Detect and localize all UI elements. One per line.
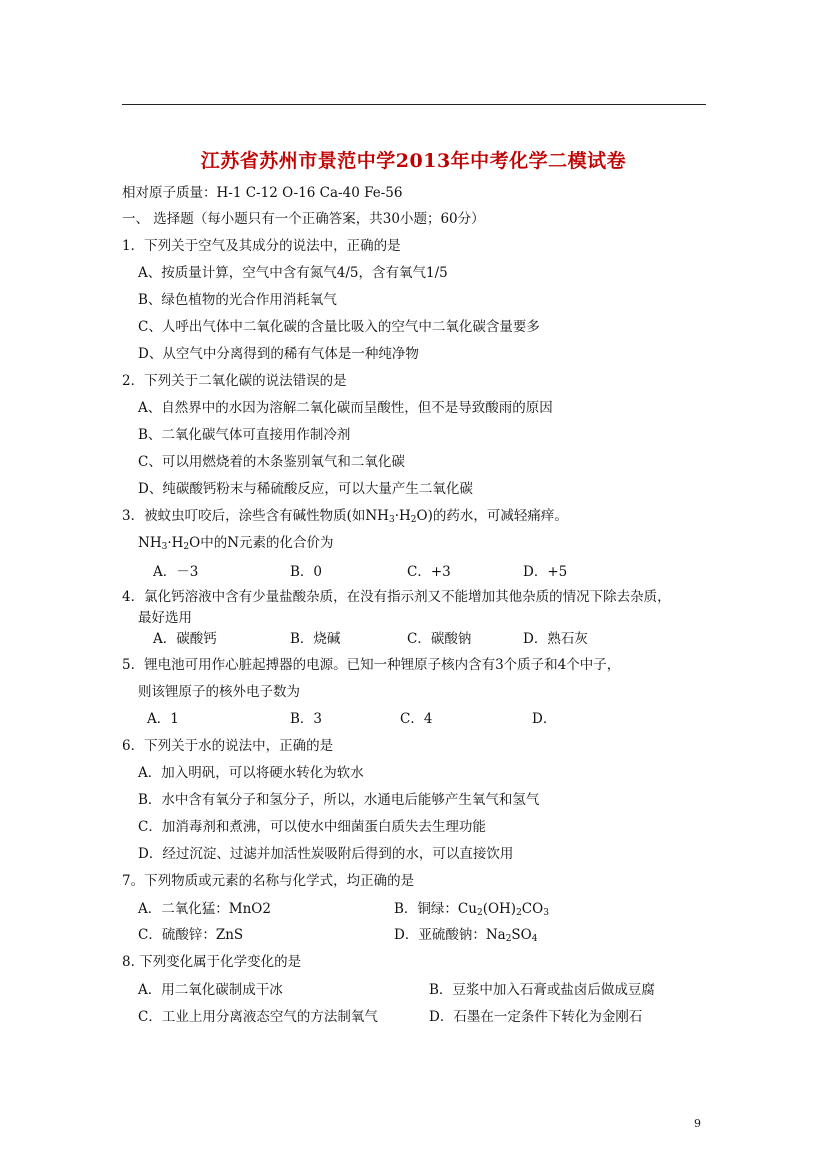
question-4-stem: 4．氯化钙溶液中含有少量盐酸杂质，在没有指示剂又不能增加其他杂质的情况下除去杂质，	[122, 589, 671, 605]
question-5-stem: 5．锂电池可用作心脏起搏器的电源。已知一种锂原子核内含有3个质子和4个中子，	[122, 657, 621, 673]
question-6-stem: 6．下列关于水的说法中，正确的是	[122, 738, 334, 754]
question-1-option-b: B、绿色植物的光合作用消耗氧气	[138, 292, 337, 308]
question-3-option-a: A．－3	[153, 564, 199, 580]
question-5-option-c: C．4	[400, 711, 433, 727]
question-4-option-c: C．碳酸钠	[407, 631, 472, 647]
question-5-stem-line-2: 则该锂原子的核外电子数为	[138, 684, 300, 700]
question-1-stem: 1．下列关于空气及其成分的说法中，正确的是	[122, 238, 401, 254]
question-6-option-c: C．加消毒剂和煮沸，可以使水中细菌蛋白质失去生理功能	[138, 819, 486, 835]
question-7-option-a: A．二氧化猛：MnO2	[138, 901, 271, 917]
question-3-option-d: D．+5	[523, 564, 568, 580]
question-8-option-b: B．豆浆中加入石膏或盐卤后做成豆腐	[429, 982, 655, 998]
question-7-option-b: B．铜绿：$Cu_2(OH)_2CO_3$	[394, 901, 549, 918]
question-1-option-a: A、按质量计算，空气中含有氮气4/5，含有氧气1/5	[138, 265, 448, 281]
question-7-option-c: C．硫酸锌：ZnS	[138, 927, 244, 943]
header-rule	[122, 104, 706, 105]
question-6-option-a: A．加入明矾，可以将硬水转化为软水	[138, 765, 364, 781]
question-3-option-c: C．+3	[407, 564, 451, 580]
question-6-option-b: B．水中含有氧分子和氢分子，所以，水通电后能够产生氧气和氢气	[138, 792, 540, 808]
question-2-option-d: D、纯碳酸钙粉末与稀硫酸反应，可以大量产生二氧化碳	[138, 481, 473, 497]
question-8-option-d: D．石墨在一定条件下转化为金刚石	[429, 1009, 643, 1025]
question-5-option-d: D．	[532, 711, 557, 727]
question-2-option-a: A、自然界中的水因为溶解二氧化碳而呈酸性，但不是导致酸雨的原因	[138, 400, 553, 416]
atomic-mass-line: 相对原子质量：H-1 C-12 O-16 Ca-40 Fe-56	[122, 185, 403, 201]
page-number: 9	[694, 1117, 701, 1130]
question-8-option-a: A．用二氧化碳制成干冰	[138, 982, 283, 998]
question-4-stem-line-2: 最好选用	[138, 610, 192, 626]
question-8-option-c: C．工业上用分离液态空气的方法制氧气	[138, 1009, 378, 1025]
question-8-stem: 8. 下列变化属于化学变化的是	[122, 954, 302, 970]
question-4-option-d: D．熟石灰	[523, 631, 588, 647]
page-title: 江苏省苏州市景范中学2013年中考化学二模试卷	[200, 150, 627, 172]
question-1-option-d: D、从空气中分离得到的稀有气体是一种纯净物	[138, 346, 419, 362]
question-3-option-b: B．0	[290, 564, 323, 580]
question-2-option-b: B、二氧化碳气体可直接用作制冷剂	[138, 427, 351, 443]
question-5-option-b: B．3	[290, 711, 323, 727]
question-6-option-d: D．经过沉淀、过滤并加活性炭吸附后得到的水，可以直接饮用	[138, 846, 514, 862]
question-1-option-c: C、人呼出气体中二氧化碳的含量比吸入的空气中二氧化碳含量要多	[138, 319, 540, 335]
question-4-option-a: A．碳酸钙	[153, 631, 217, 647]
question-2-option-c: C、可以用燃烧着的木条鉴别氧气和二氧化碳	[138, 454, 405, 470]
question-3-stem: 3．被蚊虫叮咬后，涂些含有碱性物质(如$NH_3\cdot H_2O$)的药水，可减轻痛痒。	[122, 508, 568, 525]
question-5-option-a: A．1	[147, 711, 179, 727]
question-7-stem: 7。下列物质或元素的名称与化学式，均正确的是	[122, 873, 415, 889]
question-4-option-b: B．烧碱	[290, 631, 341, 647]
question-2-stem: 2．下列关于二氧化碳的说法错误的是	[122, 373, 347, 389]
question-7-option-d: D．亚硫酸钠：$Na_2SO_4$	[394, 927, 538, 944]
section-heading: 一、 选择题（每小题只有一个正确答案，共30小题；60分）	[122, 211, 485, 227]
question-3-stem-line-2: $NH_3\cdot H_2O$中的N元素的化合价为	[138, 535, 334, 552]
